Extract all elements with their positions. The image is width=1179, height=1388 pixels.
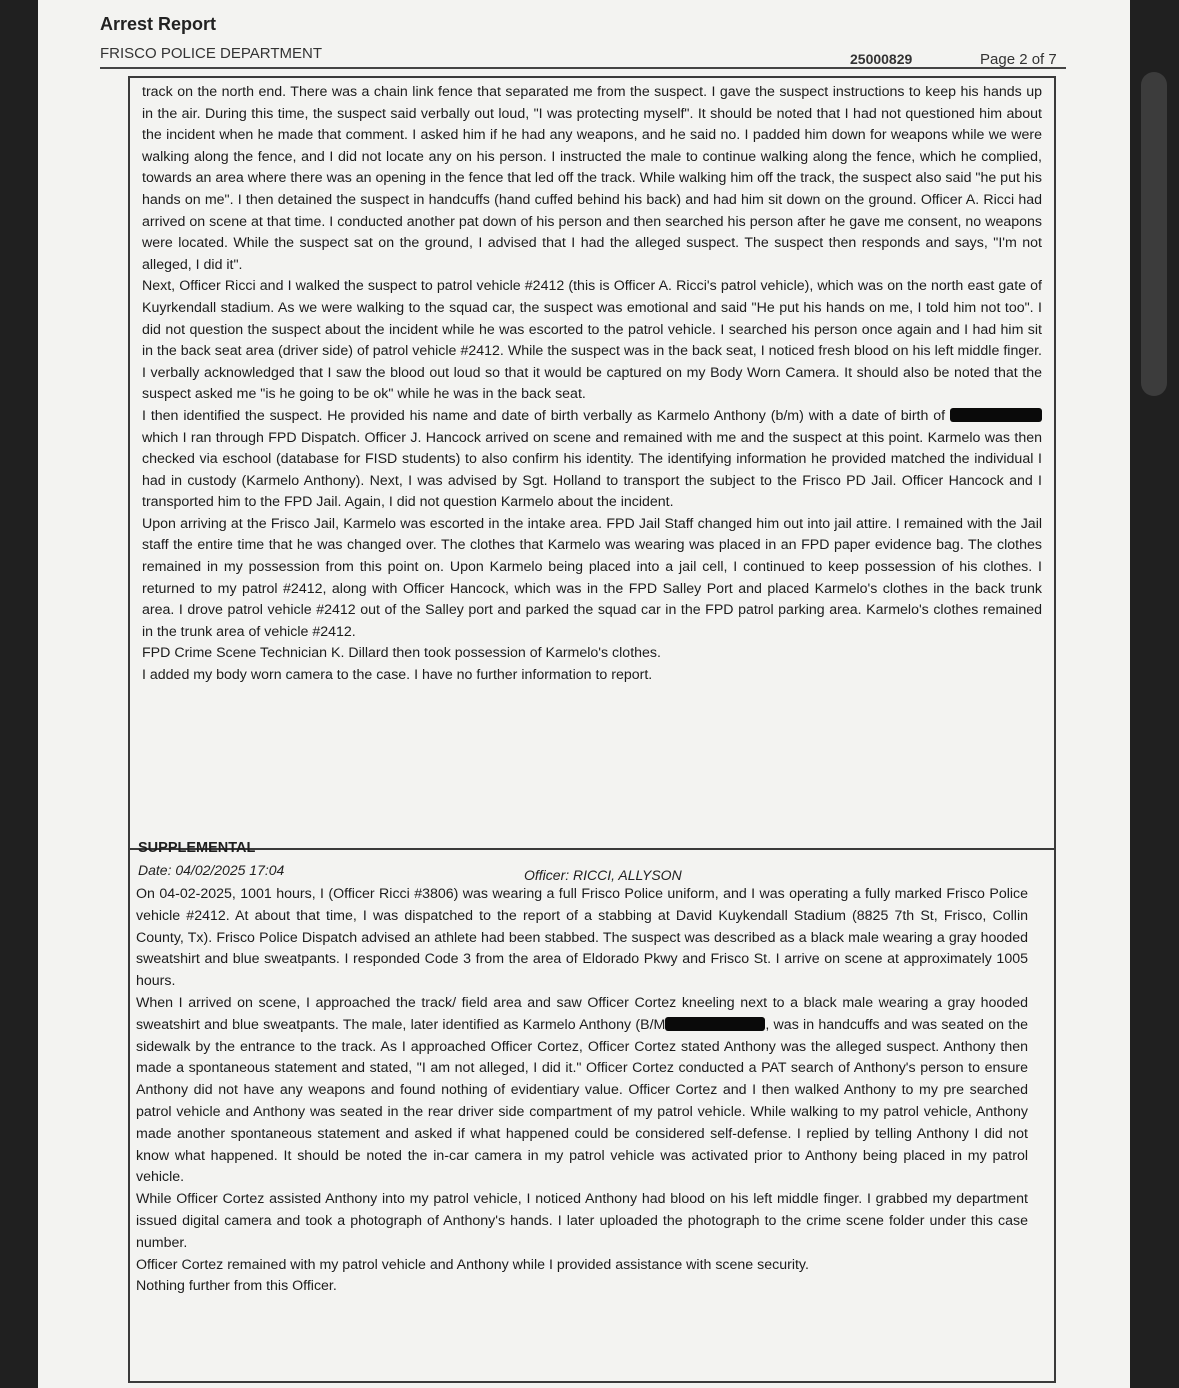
page-indicator: Page 2 of 7 <box>980 51 1057 68</box>
narrative-text: which I ran through FPD Dispatch. Officer J. Hancock arrived on scene and remained with me and the suspect at this point. Karmelo was then checked via eschool (database for FISD students) to also confirm his identity. The identifying information he provided matched the individual I had in custody (Karmelo Anthony). Next, I was advised by Sgt. Holland to transport the subject to the Frisco PD Jail. Officer Hancock and I transported him to the FPD Jail. Again, I did not question Karmelo about the incident. <box>142 429 1042 511</box>
scrollbar-thumb[interactable] <box>1141 72 1167 396</box>
case-number: 25000829 <box>850 51 913 67</box>
supplemental-paragraph: On 04-02-2025, 1001 hours, I (Officer Ricci #3806) was wearing a full Frisco Police uniform, and I was operating a fully marked Frisco Police vehicle #2412. At about that time, I was dispatched to the report of a stabbing at David Kuykendall Stadium (8825 7th St, Frisco, Collin County, Tx). Frisco Police Dispatch advised an athlete had been stabbed. The suspect was described as a black male wearing a gray hooded sweatshirt and blue sweatpants. I responded Code 3 from the area of Eldorado Pkwy and Frisco St. I arrive on scene at approximately 1005 hours. <box>136 886 1028 990</box>
section-divider <box>128 848 1056 850</box>
narrative-paragraph <box>142 406 1042 514</box>
supplemental-section <box>136 884 1028 1298</box>
narrative-paragraph: Next, Officer Ricci and I walked the suspect to patrol vehicle #2412 (this is Officer A. Ricci's patrol vehicle), which was on the north east gate of Kuyrkendall stadium. As we were walking to the squad car, the suspect was emotional and said "He put his hands on me, I told him not too". I did not question the suspect about the incident while he was escorted to the patrol vehicle. I searched his person once again and I had him sit in the back seat area (driver side) of patrol vehicle #2412. While the suspect was in the back seat, I noticed fresh blood on his left middle finger. I verbally acknowledged that I saw the blood out loud so that it would be captured on my Body Worn Camera. It should also be noted that the suspect asked me "is he going to be ok" while he was in the back seat. <box>142 278 1042 403</box>
department-name: FRISCO POLICE DEPARTMENT <box>100 45 322 62</box>
header-rule <box>100 67 1066 69</box>
supplemental-paragraph: Officer Cortez remained with my patrol vehicle and Anthony while I provided assistance with scene security. <box>136 1256 809 1273</box>
report-title: Arrest Report <box>100 14 217 34</box>
supplemental-paragraph <box>136 993 1028 1189</box>
narrative-section <box>142 82 1042 687</box>
supplemental-paragraph: Nothing further from this Officer. <box>136 1278 337 1295</box>
supplemental-officer: Officer: RICCI, ALLYSON <box>524 867 682 883</box>
supplemental-paragraph: While Officer Cortez assisted Anthony into my patrol vehicle, I noticed Anthony had blood on his left middle finger. I grabbed my department issued digital camera and took a photograph of Anthony's hands. I later uploaded the photograph to the crime scene folder under this case number. <box>136 1191 1028 1251</box>
redaction-bar <box>950 408 1042 422</box>
supplemental-date: Date: 04/02/2025 17:04 <box>138 862 285 878</box>
supplemental-heading: SUPPLEMENTAL <box>138 840 256 856</box>
narrative-paragraph: track on the north end. There was a chain link fence that separated me from the suspect. I gave the suspect instructions to keep his hands up in the air. During this time, the suspect said verbally out loud, "I was protecting myself". It should be noted that I had not questioned him about the incident when he made that comment. I asked him if he had any weapons, and he said no. I padded him down for weapons while we were walking along the fence, and I did not locate any on his person. I instructed the male to continue walking along the fence, which he complied, towards an area where there was an opening in the fence that led off the track. While walking him off the track, the suspect also said "he put his hands on me". I then detained the suspect in handcuffs (hand cuffed behind his back) and had him sit down on the ground. Officer A. Ricci had arrived on scene at that time. I conducted another pat down of his person and then searched his person after he gave me consent, no weapons were located. While the suspect sat on the ground, I advised that I had the alleged suspect. The suspect then responds and says, "I'm not alleged, I did it". <box>142 84 1042 273</box>
narrative-text: I then identified the suspect. He provided his name and date of birth verbally as Karmelo Anthony (b/m) with a date of birth of <box>142 407 946 424</box>
redaction-bar <box>665 1017 765 1031</box>
narrative-paragraph: Upon arriving at the Frisco Jail, Karmelo was escorted in the intake area. FPD Jail Staff changed him out into jail attire. I remained with the Jail staff the entire time that he was changed over. The clothes that Karmelo was wearing was placed in an FPD paper evidence bag. The clothes remained in my possession from this point on. Upon Karmelo being placed into a jail cell, I continued to keep possession of his clothes. I returned to my patrol #2412, along with Officer Hancock, which was in the FPD Salley Port and placed Karmelo's clothes in the back trunk area. I drove patrol vehicle #2412 out of the Salley port and parked the squad car in the FPD patrol parking area. Karmelo's clothes remained in the trunk area of vehicle #2412. <box>142 515 1042 640</box>
narrative-paragraph: FPD Crime Scene Technician K. Dillard then took possession of Karmelo's clothes. <box>142 645 661 662</box>
supplemental-text: When I arrived on scene, I approached the track/ field area and saw Officer Cortez kneeling next to a black male wearing a gray hooded sweatshirt and blue sweatpants. The male, later identified as Karmelo Anthony (B/M <box>136 994 1028 1033</box>
narrative-paragraph: I added my body worn camera to the case. I have no further information to report. <box>142 667 653 684</box>
report-page <box>38 0 1130 1388</box>
supplemental-text: , was in handcuffs and was seated on the sidewalk by the entrance to the track. As I approached Officer Cortez, Officer Cortez stated Anthony was the alleged suspect. Anthony then made a spontaneous statement and stated, "I am not alleged, I did it." Officer Cortez conducted a PAT search of Anthony's person to ensure Anthony did not have any weapons and found nothing of evidentiary value. Officer Cortez and I then walked Anthony to my pre searched patrol vehicle and Anthony was seated in the rear driver side compartment of my patrol vehicle. While walking to my patrol vehicle, Anthony made another spontaneous statement and asked if what happened could be considered self-defense. I replied by telling Anthony I did not know what happened. It should be noted the in-car camera in my patrol vehicle was activated prior to Anthony being placed in my patrol vehicle. <box>136 1016 1028 1186</box>
